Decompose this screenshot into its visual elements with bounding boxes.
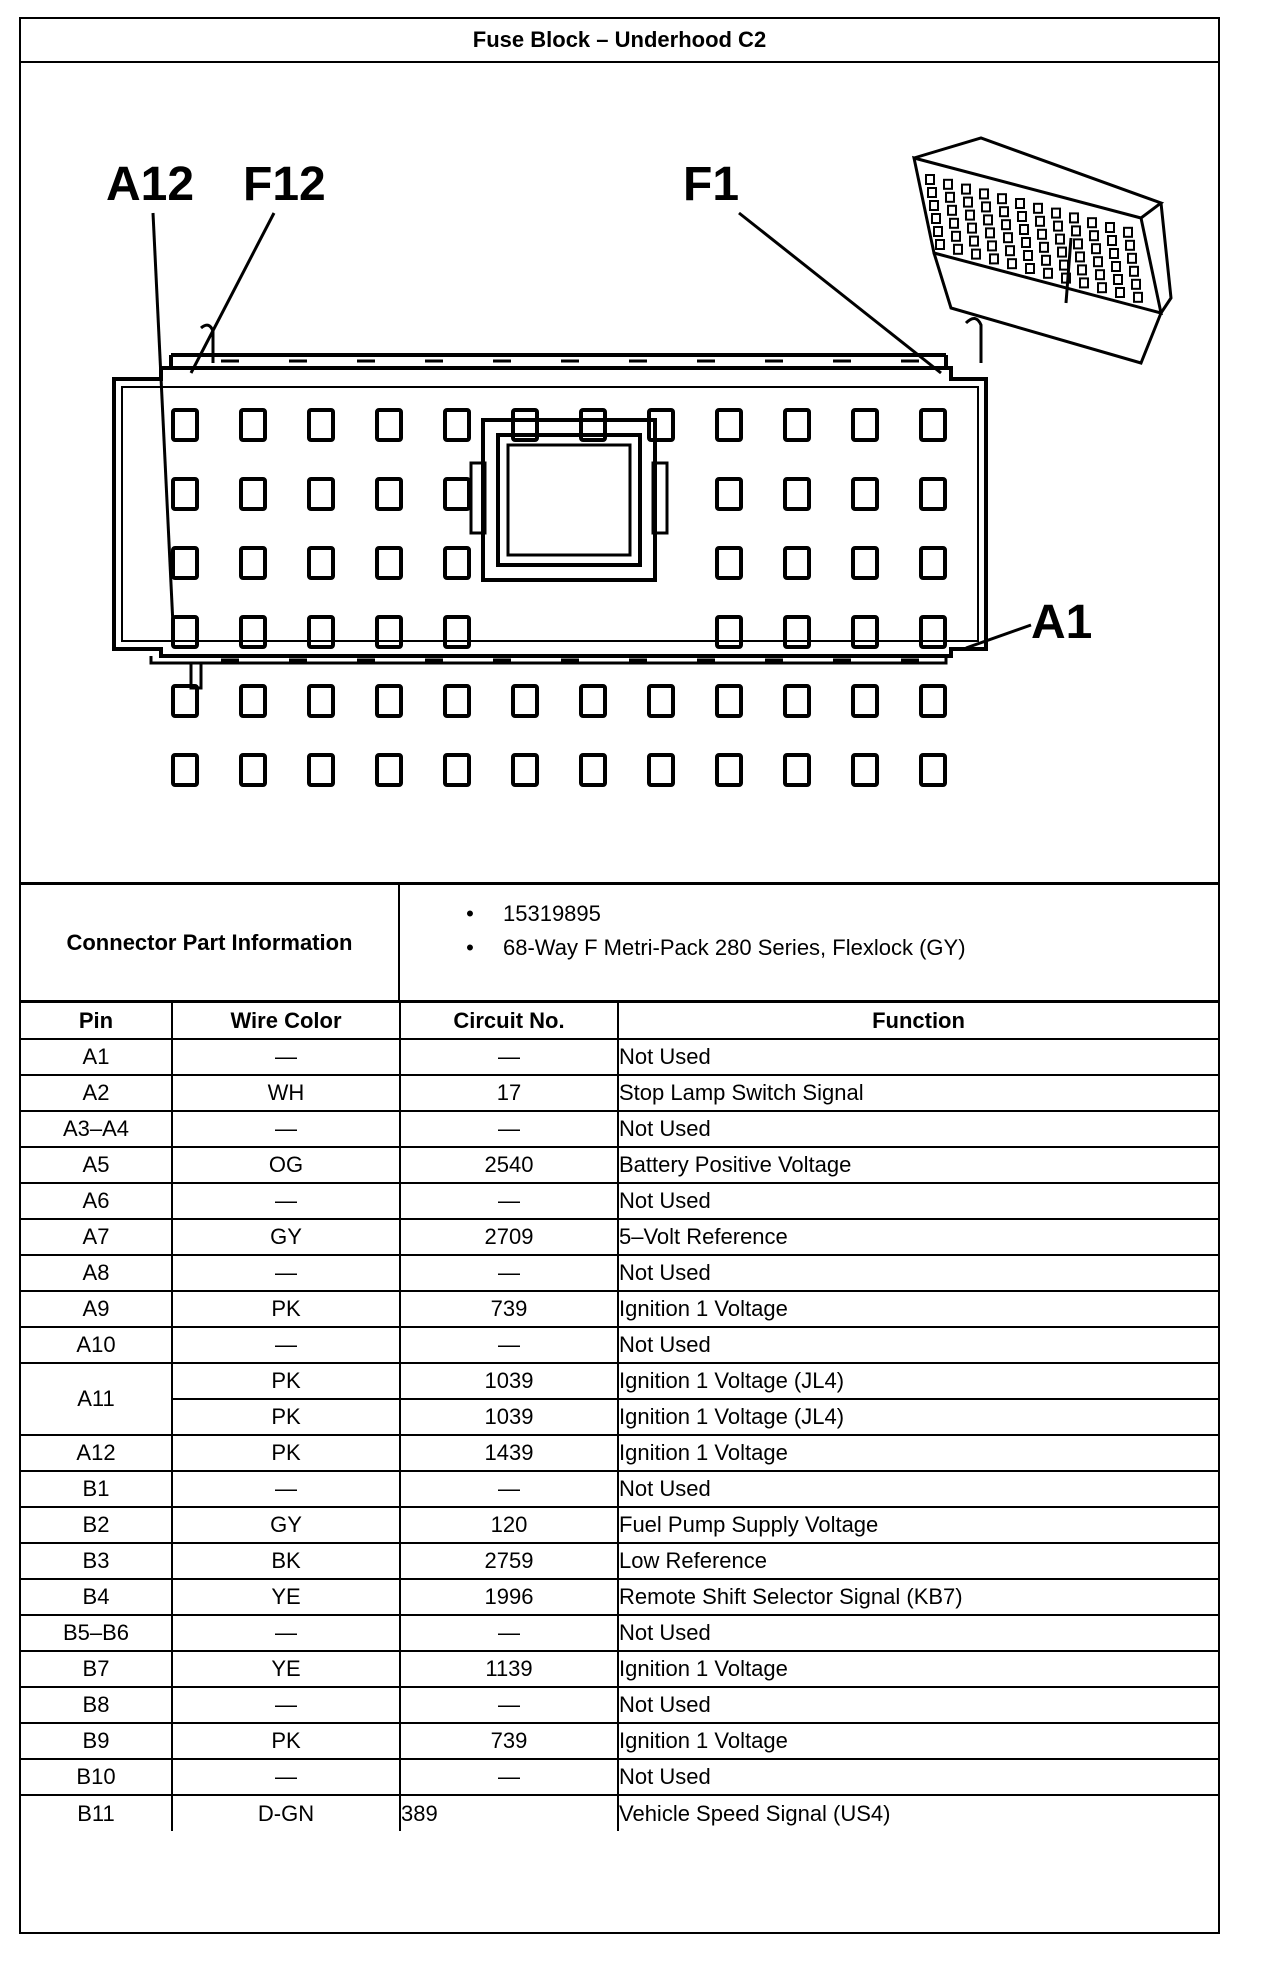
connector-info-label: Connector Part Information bbox=[21, 885, 400, 1000]
circuit-cell: 17 bbox=[400, 1075, 618, 1111]
function-cell: Vehicle Speed Signal (US4) bbox=[618, 1795, 1218, 1831]
table-row bbox=[21, 1687, 1218, 1723]
cavity bbox=[173, 617, 197, 647]
inset-cell bbox=[962, 185, 970, 194]
inset-cell bbox=[932, 214, 940, 223]
wire-color-cell: — bbox=[172, 1615, 400, 1651]
connector-info-item bbox=[460, 897, 1218, 931]
inset-cell bbox=[1116, 288, 1124, 297]
cavity bbox=[785, 617, 809, 647]
circuit-cell: — bbox=[400, 1471, 618, 1507]
pin-cell: B5–B6 bbox=[21, 1615, 172, 1651]
table-row bbox=[21, 1219, 1218, 1255]
function-cell: Not Used bbox=[618, 1255, 1218, 1291]
pin-cell: A9 bbox=[21, 1291, 172, 1327]
pin-cell: A7 bbox=[21, 1219, 172, 1255]
wire-color-cell: OG bbox=[172, 1147, 400, 1183]
pin-cell: B2 bbox=[21, 1507, 172, 1543]
inset-cell bbox=[988, 241, 996, 250]
cavity bbox=[921, 617, 945, 647]
inset-cell bbox=[982, 202, 990, 211]
function-cell: Fuel Pump Supply Voltage bbox=[618, 1507, 1218, 1543]
table-row bbox=[21, 1795, 1218, 1831]
circuit-cell: 1039 bbox=[400, 1363, 618, 1399]
table-row bbox=[21, 1543, 1218, 1579]
pin-cell: A2 bbox=[21, 1075, 172, 1111]
label-f1: F1 bbox=[683, 158, 740, 211]
circuit-cell: 2540 bbox=[400, 1147, 618, 1183]
cavity bbox=[853, 548, 877, 578]
header-wire-color: Wire Color bbox=[172, 1003, 400, 1039]
function-cell: Not Used bbox=[618, 1111, 1218, 1147]
wire-color-cell: — bbox=[172, 1111, 400, 1147]
inset-cell bbox=[968, 224, 976, 233]
table-row bbox=[21, 1291, 1218, 1327]
cavity bbox=[853, 755, 877, 785]
function-cell: Ignition 1 Voltage (JL4) bbox=[618, 1363, 1218, 1399]
cavity bbox=[173, 410, 197, 440]
wire-color-cell: PK bbox=[172, 1399, 400, 1435]
inset-cell bbox=[1074, 239, 1082, 248]
pin-cell: A10 bbox=[21, 1327, 172, 1363]
pin-cell: A6 bbox=[21, 1183, 172, 1219]
table-row bbox=[21, 1147, 1218, 1183]
wire-color-cell: — bbox=[172, 1039, 400, 1075]
inset-cell bbox=[934, 227, 942, 236]
connector-description: 68-Way F Metri-Pack 280 Series, Flexlock (GY) bbox=[503, 935, 966, 960]
cavity bbox=[853, 686, 877, 716]
circuit-cell: — bbox=[400, 1327, 618, 1363]
cavity bbox=[785, 755, 809, 785]
cavity bbox=[649, 686, 673, 716]
inset-cell bbox=[1026, 264, 1034, 273]
inset-cell bbox=[1040, 243, 1048, 252]
inset-cell bbox=[950, 219, 958, 228]
function-cell: Low Reference bbox=[618, 1543, 1218, 1579]
inset-cell bbox=[1006, 246, 1014, 255]
bullet-icon: • bbox=[466, 901, 474, 926]
cavity-grid bbox=[173, 410, 945, 785]
cavity bbox=[785, 686, 809, 716]
pin-cell: B4 bbox=[21, 1579, 172, 1615]
label-f12: F12 bbox=[243, 158, 326, 211]
inset-cell bbox=[1054, 222, 1062, 231]
cavity bbox=[717, 686, 741, 716]
wire-color-cell: — bbox=[172, 1471, 400, 1507]
inset-cell bbox=[1004, 233, 1012, 242]
wire-color-cell: PK bbox=[172, 1723, 400, 1759]
leader-lines bbox=[153, 213, 1031, 648]
wire-color-cell: — bbox=[172, 1759, 400, 1795]
cavity bbox=[785, 548, 809, 578]
wire-color-cell: PK bbox=[172, 1291, 400, 1327]
cavity bbox=[173, 479, 197, 509]
inset-cell bbox=[1036, 217, 1044, 226]
circuit-cell: — bbox=[400, 1687, 618, 1723]
inset-cell bbox=[1058, 248, 1066, 257]
pin-cell: A3–A4 bbox=[21, 1111, 172, 1147]
inset-cell bbox=[964, 198, 972, 207]
cavity bbox=[581, 686, 605, 716]
inset-cell bbox=[1088, 218, 1096, 227]
circuit-cell: — bbox=[400, 1183, 618, 1219]
circuit-cell: — bbox=[400, 1615, 618, 1651]
inset-cell bbox=[1090, 231, 1098, 240]
inset-cell bbox=[1106, 223, 1114, 232]
cavity bbox=[309, 548, 333, 578]
inset-cell bbox=[930, 201, 938, 210]
circuit-cell: 2709 bbox=[400, 1219, 618, 1255]
label-a12: A12 bbox=[106, 158, 195, 211]
cavity bbox=[309, 755, 333, 785]
connector-info-list bbox=[400, 885, 1218, 1000]
cavity bbox=[853, 479, 877, 509]
inset-cell bbox=[1132, 280, 1140, 289]
table-row bbox=[21, 1723, 1218, 1759]
connector-sheet bbox=[19, 17, 1220, 1934]
table-row bbox=[21, 1507, 1218, 1543]
cavity bbox=[717, 410, 741, 440]
function-cell: Stop Lamp Switch Signal bbox=[618, 1075, 1218, 1111]
inset-cell bbox=[1098, 283, 1106, 292]
wire-color-cell: PK bbox=[172, 1435, 400, 1471]
pin-cell: B8 bbox=[21, 1687, 172, 1723]
cavity bbox=[173, 755, 197, 785]
inset-cell bbox=[1128, 254, 1136, 263]
cavity bbox=[921, 479, 945, 509]
cavity bbox=[377, 755, 401, 785]
cavity bbox=[853, 617, 877, 647]
wire-color-cell: YE bbox=[172, 1651, 400, 1687]
table-row bbox=[21, 1075, 1218, 1111]
cavity bbox=[309, 410, 333, 440]
pin-cell: B11 bbox=[21, 1795, 172, 1831]
inset-cell bbox=[944, 180, 952, 189]
cavity bbox=[445, 548, 469, 578]
inset-cell bbox=[1094, 257, 1102, 266]
cavity bbox=[241, 617, 265, 647]
circuit-cell: 389 bbox=[400, 1795, 618, 1831]
function-cell: Not Used bbox=[618, 1759, 1218, 1795]
inset-cell bbox=[1016, 199, 1024, 208]
inset-cell bbox=[1072, 226, 1080, 235]
circuit-cell: 1139 bbox=[400, 1651, 618, 1687]
connector-info-item bbox=[460, 931, 1218, 965]
function-cell: Not Used bbox=[618, 1327, 1218, 1363]
wire-color-cell: — bbox=[172, 1327, 400, 1363]
cavity bbox=[921, 548, 945, 578]
inset-cell bbox=[1092, 244, 1100, 253]
cavity bbox=[241, 410, 265, 440]
pinout-table bbox=[21, 1003, 1218, 1831]
wire-color-cell: WH bbox=[172, 1075, 400, 1111]
cavity bbox=[173, 548, 197, 578]
pin-cell: A11 bbox=[21, 1363, 172, 1435]
inset-cell bbox=[1034, 204, 1042, 213]
cavity bbox=[649, 755, 673, 785]
center-relay-cavity bbox=[471, 420, 667, 580]
wire-color-cell: — bbox=[172, 1183, 400, 1219]
circuit-cell: 2759 bbox=[400, 1543, 618, 1579]
function-cell: Not Used bbox=[618, 1471, 1218, 1507]
wire-color-cell: D-GN bbox=[172, 1795, 400, 1831]
inset-cell bbox=[1008, 259, 1016, 268]
cavity bbox=[649, 410, 673, 440]
cavity bbox=[309, 479, 333, 509]
wire-color-cell: PK bbox=[172, 1363, 400, 1399]
inset-cell bbox=[1024, 251, 1032, 260]
table-row bbox=[21, 1759, 1218, 1795]
inset-cell bbox=[952, 232, 960, 241]
bullet-icon: • bbox=[466, 935, 474, 960]
connector-face-diagram bbox=[21, 63, 1218, 882]
pin-cell: B1 bbox=[21, 1471, 172, 1507]
inset-cell bbox=[1018, 212, 1026, 221]
wire-color-cell: GY bbox=[172, 1507, 400, 1543]
pin-cell: B10 bbox=[21, 1759, 172, 1795]
inset-cell bbox=[928, 188, 936, 197]
function-cell: 5–Volt Reference bbox=[618, 1219, 1218, 1255]
cavity bbox=[513, 686, 537, 716]
inset-cell bbox=[966, 211, 974, 220]
inset-cell bbox=[1060, 261, 1068, 270]
inset-cell bbox=[986, 228, 994, 237]
inset-cell bbox=[946, 193, 954, 202]
table-header-row bbox=[21, 1003, 1218, 1039]
cavity bbox=[377, 410, 401, 440]
cavity bbox=[309, 686, 333, 716]
cavity bbox=[241, 755, 265, 785]
function-cell: Ignition 1 Voltage bbox=[618, 1435, 1218, 1471]
pin-cell: A8 bbox=[21, 1255, 172, 1291]
inset-cell bbox=[1096, 270, 1104, 279]
wire-color-cell: — bbox=[172, 1687, 400, 1723]
inset-cell bbox=[1052, 209, 1060, 218]
inset-cell-grid bbox=[926, 175, 1142, 302]
inset-cell bbox=[984, 215, 992, 224]
cavity bbox=[717, 755, 741, 785]
pin-cell: A12 bbox=[21, 1435, 172, 1471]
inset-cell bbox=[998, 194, 1006, 203]
cavity bbox=[785, 479, 809, 509]
cavity bbox=[241, 548, 265, 578]
inset-cell bbox=[980, 189, 988, 198]
cavity bbox=[377, 479, 401, 509]
table-row bbox=[21, 1651, 1218, 1687]
table-row bbox=[21, 1579, 1218, 1615]
inset-cell bbox=[1000, 207, 1008, 216]
cavity bbox=[853, 410, 877, 440]
table-row bbox=[21, 1255, 1218, 1291]
inset-cell bbox=[972, 250, 980, 259]
cavity bbox=[921, 410, 945, 440]
pin-cell: B9 bbox=[21, 1723, 172, 1759]
header-function: Function bbox=[618, 1003, 1218, 1039]
inset-cell bbox=[936, 240, 944, 249]
table-row bbox=[21, 1363, 1218, 1399]
inset-cell bbox=[1078, 265, 1086, 274]
circuit-cell: — bbox=[400, 1759, 618, 1795]
inset-cell bbox=[1134, 293, 1142, 302]
function-cell: Not Used bbox=[618, 1183, 1218, 1219]
connector-part-information bbox=[21, 885, 1218, 1003]
cavity bbox=[513, 755, 537, 785]
wire-color-cell: BK bbox=[172, 1543, 400, 1579]
function-cell: Not Used bbox=[618, 1039, 1218, 1075]
cavity bbox=[241, 479, 265, 509]
table-row bbox=[21, 1615, 1218, 1651]
function-cell: Ignition 1 Voltage bbox=[618, 1723, 1218, 1759]
cavity bbox=[173, 686, 197, 716]
inset-cell bbox=[1108, 236, 1116, 245]
function-cell: Ignition 1 Voltage bbox=[618, 1651, 1218, 1687]
table-row bbox=[21, 1399, 1218, 1435]
cavity bbox=[717, 479, 741, 509]
circuit-cell: — bbox=[400, 1255, 618, 1291]
circuit-cell: 1039 bbox=[400, 1399, 618, 1435]
circuit-cell: 739 bbox=[400, 1723, 618, 1759]
cavity bbox=[377, 548, 401, 578]
function-cell: Remote Shift Selector Signal (KB7) bbox=[618, 1579, 1218, 1615]
table-row bbox=[21, 1327, 1218, 1363]
cavity bbox=[445, 686, 469, 716]
circuit-cell: 1439 bbox=[400, 1435, 618, 1471]
cavity bbox=[581, 755, 605, 785]
cavity bbox=[445, 410, 469, 440]
cavity bbox=[377, 686, 401, 716]
inset-cell bbox=[1022, 238, 1030, 247]
circuit-cell: — bbox=[400, 1111, 618, 1147]
inset-cell bbox=[1080, 278, 1088, 287]
cavity bbox=[445, 479, 469, 509]
cavity bbox=[717, 548, 741, 578]
circuit-cell: 120 bbox=[400, 1507, 618, 1543]
circuit-cell: — bbox=[400, 1039, 618, 1075]
cavity bbox=[445, 617, 469, 647]
cavity bbox=[241, 686, 265, 716]
table-row bbox=[21, 1471, 1218, 1507]
inset-cell bbox=[1076, 252, 1084, 261]
function-cell: Not Used bbox=[618, 1687, 1218, 1723]
inset-cell bbox=[1110, 249, 1118, 258]
table-row bbox=[21, 1435, 1218, 1471]
wire-color-cell: YE bbox=[172, 1579, 400, 1615]
cavity bbox=[445, 755, 469, 785]
wire-color-cell: GY bbox=[172, 1219, 400, 1255]
inset-cell bbox=[970, 237, 978, 246]
inset-cell bbox=[1112, 262, 1120, 271]
function-cell: Ignition 1 Voltage bbox=[618, 1291, 1218, 1327]
cavity bbox=[785, 410, 809, 440]
inset-cell bbox=[1042, 256, 1050, 265]
pin-cell: B3 bbox=[21, 1543, 172, 1579]
pin-cell: A5 bbox=[21, 1147, 172, 1183]
label-a1: A1 bbox=[1031, 596, 1093, 649]
cavity bbox=[921, 686, 945, 716]
function-cell: Ignition 1 Voltage (JL4) bbox=[618, 1399, 1218, 1435]
inset-cell bbox=[1070, 213, 1078, 222]
connector-drawing bbox=[21, 63, 1218, 885]
sheet-title: Fuse Block – Underhood C2 bbox=[21, 19, 1218, 63]
inset-cell bbox=[1044, 269, 1052, 278]
inset-cell bbox=[926, 175, 934, 184]
function-cell: Not Used bbox=[618, 1615, 1218, 1651]
cavity bbox=[921, 755, 945, 785]
inset-cell bbox=[948, 206, 956, 215]
pin-cell: A1 bbox=[21, 1039, 172, 1075]
table-row bbox=[21, 1111, 1218, 1147]
inset-cell bbox=[1126, 241, 1134, 250]
inset-cell bbox=[1002, 220, 1010, 229]
inset-cell bbox=[1124, 228, 1132, 237]
header-circuit-no: Circuit No. bbox=[400, 1003, 618, 1039]
inset-cell bbox=[990, 254, 998, 263]
inset-cell bbox=[1130, 267, 1138, 276]
cavity bbox=[717, 617, 741, 647]
circuit-cell: 739 bbox=[400, 1291, 618, 1327]
part-number: 15319895 bbox=[503, 901, 601, 926]
cavity bbox=[309, 617, 333, 647]
function-cell: Battery Positive Voltage bbox=[618, 1147, 1218, 1183]
inset-cell bbox=[1056, 235, 1064, 244]
inset-cell bbox=[1038, 230, 1046, 239]
inset-cell bbox=[1020, 225, 1028, 234]
cavity bbox=[377, 617, 401, 647]
table-row bbox=[21, 1183, 1218, 1219]
inset-cell bbox=[954, 245, 962, 254]
table-row bbox=[21, 1039, 1218, 1075]
pin-cell: B7 bbox=[21, 1651, 172, 1687]
circuit-cell: 1996 bbox=[400, 1579, 618, 1615]
header-pin: Pin bbox=[21, 1003, 172, 1039]
wire-color-cell: — bbox=[172, 1255, 400, 1291]
inset-cell bbox=[1114, 275, 1122, 284]
